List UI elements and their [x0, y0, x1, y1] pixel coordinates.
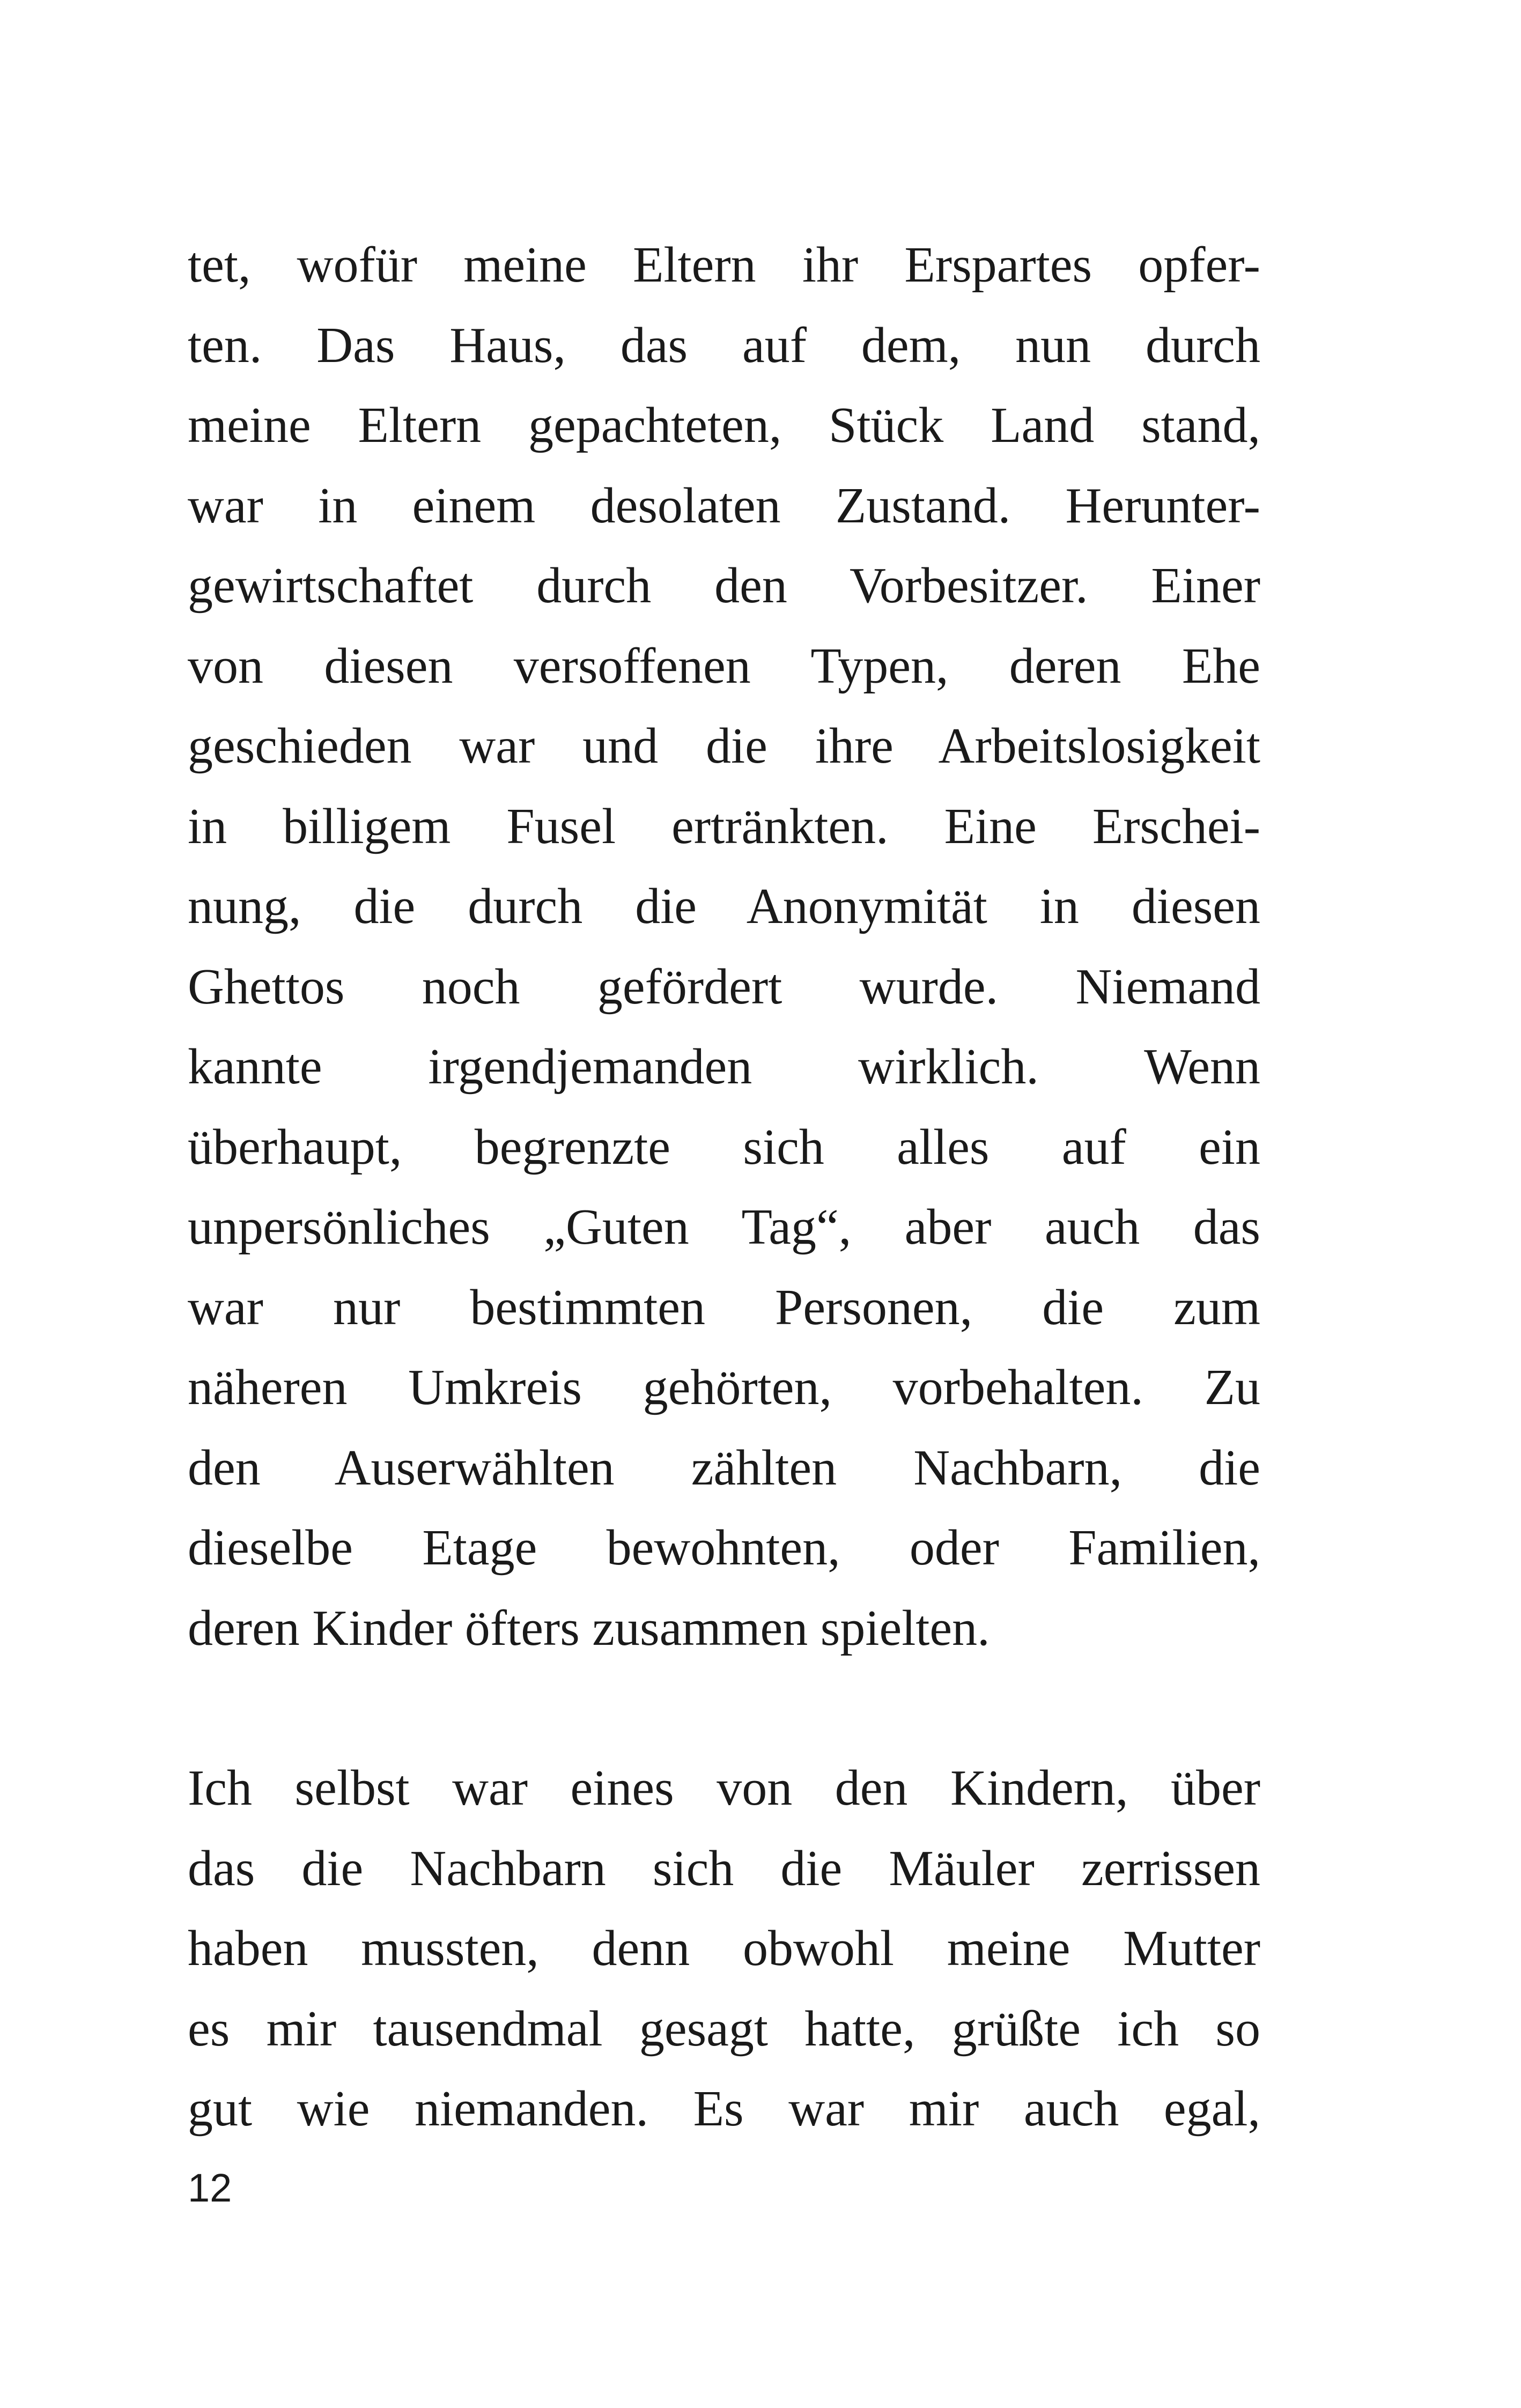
text-line: es mir tausendmal gesagt hatte, grüßte ich so	[188, 2000, 1260, 2057]
text-line: tet, wofür meine Eltern ihr Erspartes opfer-	[188, 237, 1260, 293]
text-line: überhaupt, begrenzte sich alles auf ein	[188, 1119, 1260, 1175]
text-line: meine Eltern gepachteten, Stück Land stand,	[188, 397, 1260, 453]
text-line: den Auserwählten zählten Nachbarn, die	[188, 1439, 1260, 1496]
text-line: Ich selbst war eines von den Kindern, über	[188, 1760, 1260, 1816]
paragraph	[188, 225, 1260, 1668]
text-line: haben mussten, denn obwohl meine Mutter	[188, 1921, 1260, 1976]
text-line: ten. Das Haus, das auf dem, nun durch	[188, 317, 1260, 373]
text-line: war in einem desolaten Zustand. Herunter-	[188, 477, 1260, 534]
text-line: dieselbe Etage bewohnten, oder Familien,	[188, 1520, 1260, 1576]
text-line: in billigem Fusel ertränkten. Eine Erschei-	[188, 798, 1260, 854]
text-line: von diesen versoffenen Typen, deren Ehe	[188, 638, 1260, 694]
text-line: Ghettos noch gefördert wurde. Niemand	[188, 958, 1260, 1015]
page-number: 12	[188, 2166, 232, 2210]
text-line: geschieden war und die ihre Arbeitslosigkeit	[188, 718, 1260, 774]
text-line: deren Kinder öfters zusammen spielten.	[188, 1600, 990, 1656]
text-line: das die Nachbarn sich die Mäuler zerrissen	[188, 1840, 1260, 1896]
text-line: kannte irgendjemanden wirklich. Wenn	[188, 1039, 1260, 1095]
text-line: nung, die durch die Anonymität in diesen	[188, 878, 1260, 934]
text-line: war nur bestimmten Personen, die zum	[188, 1279, 1260, 1335]
paragraph	[188, 1748, 1260, 2150]
text-line: näheren Umkreis gehörten, vorbehalten. Zu	[188, 1360, 1260, 1415]
text-line: unpersönliches „Guten Tag“, aber auch das	[188, 1199, 1260, 1255]
text-line: gewirtschaftet durch den Vorbesitzer. Einer	[188, 558, 1260, 614]
text-line: gut wie niemanden. Es war mir auch egal,	[188, 2081, 1260, 2137]
